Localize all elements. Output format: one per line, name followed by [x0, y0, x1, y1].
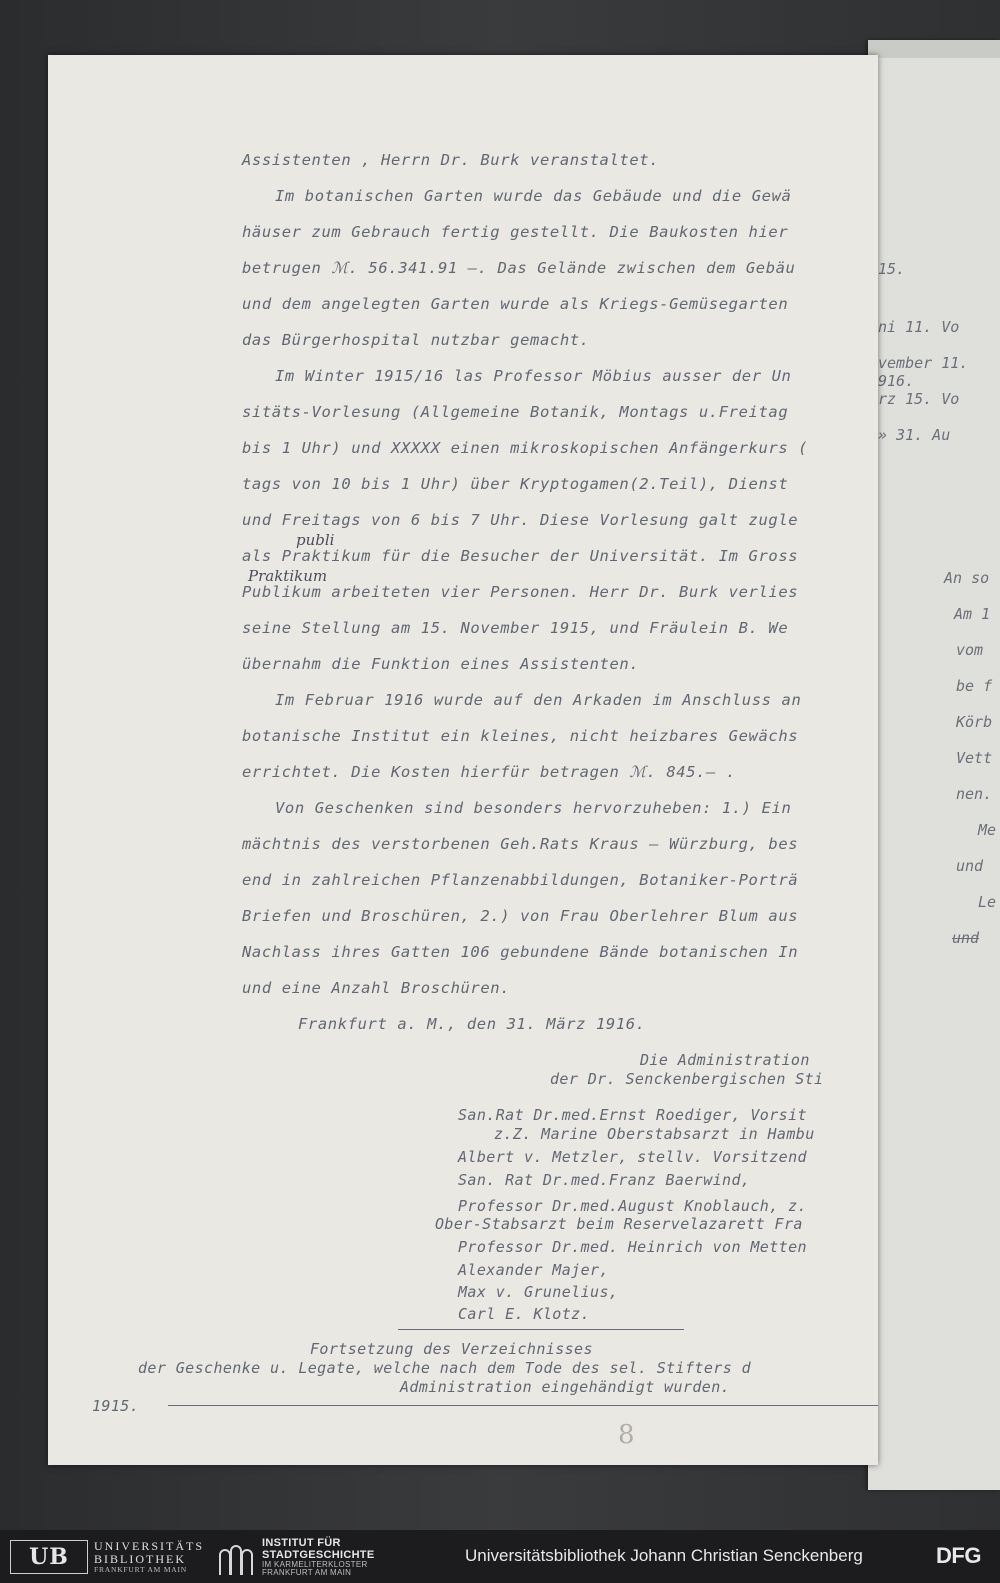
letter-line: mächtnis des verstorbenen Geh.Rats Kraus – Würzburg, bes [242, 835, 799, 853]
letter-line: Publikum arbeiteten vier Personen. Herr Dr. Burk verlies [242, 583, 799, 601]
isg-logo[interactable] [214, 1538, 374, 1578]
separator-rule [398, 1329, 684, 1330]
continuation-heading: Fortsetzung des Verzeichnisses [310, 1340, 593, 1358]
letter-line: end in zahlreichen Pflanzenabbildungen, Botaniker-Porträ [242, 871, 799, 889]
signature-line: Die Administration [640, 1051, 810, 1069]
letter-line: seine Stellung am 15. November 1915, und Fräulein B. We [242, 619, 789, 637]
letter-line: und eine Anzahl Broschüren. [242, 979, 511, 997]
ub-logo[interactable] [10, 1540, 204, 1574]
signature-line: Carl E. Klotz. [458, 1305, 591, 1323]
underlying-line: nen. [956, 785, 993, 803]
ub-logo-line: BIBLIOTHEK [94, 1552, 186, 1567]
isg-logo-line: INSTITUT FÜR [262, 1537, 341, 1549]
letter-line: Nachlass ihres Gatten 106 gebundene Bände botanischen In [242, 943, 799, 961]
underlying-line: 15. [878, 260, 906, 278]
footer-title[interactable]: Universitätsbibliothek Johann Christian Senckenberg [465, 1546, 863, 1565]
underlying-line: rz 15. Vo [878, 390, 960, 408]
underlying-line: Vett [956, 749, 993, 767]
underlying-line: vember 11. [878, 354, 969, 372]
letter-line: häuser zum Gebrauch fertig gestellt. Die Baukosten hier [242, 223, 789, 241]
date-line: Frankfurt a. M., den 31. März 1916. [298, 1015, 646, 1033]
signature-line: Max v. Grunelius, [458, 1283, 619, 1301]
underlying-line: Am 1 [954, 605, 991, 623]
letter-page [48, 55, 878, 1465]
underlying-line: ni 11. Vo [878, 318, 960, 336]
signature-line: Ober-Stabsarzt beim Reservelazarett Fra [435, 1215, 803, 1233]
letter-line: Assistenten , Herrn Dr. Burk veranstaltet. [242, 151, 660, 169]
letter-line: und Freitags von 6 bis 7 Uhr. Diese Vorlesung galt zugle [242, 511, 799, 529]
underlying-line: 916. [878, 372, 915, 390]
letter-line: tags von 10 bis 1 Uhr) über Kryptogamen(2.Teil), Dienst [242, 475, 789, 493]
continuation-heading: der Geschenke u. Legate, welche nach dem Tode des sel. Stifters d [138, 1359, 751, 1377]
letter-line: Briefen und Broschüren, 2.) von Frau Oberlehrer Blum aus [242, 907, 799, 925]
signature-line: San. Rat Dr.med.Franz Baerwind, [458, 1171, 751, 1189]
signature-line: der Dr. Senckenbergischen Sti [550, 1070, 824, 1088]
underlying-line: Le [978, 893, 997, 911]
signature-line: San.Rat Dr.med.Ernst Roediger, Vorsit [458, 1106, 807, 1124]
letter-line: und dem angelegten Garten wurde als Kriegs-Gemüsegarten [242, 295, 789, 313]
isg-logo-text [262, 1538, 374, 1578]
letter-line: Im Winter 1915/16 las Professor Möbius ausser der Un [275, 367, 792, 385]
letter-line: das Bürgerhospital nutzbar gemacht. [242, 331, 590, 349]
footer-bar [0, 1530, 1000, 1583]
isg-logo-line: FRANKFURT AM MAIN [262, 1568, 352, 1578]
letter-line: übernahm die Funktion eines Assistenten. [242, 655, 640, 673]
dfg-logo[interactable]: DFG [936, 1543, 981, 1568]
ub-logo-text [94, 1540, 204, 1573]
underlying-line: An so [944, 569, 990, 587]
signature-line: Professor Dr.med.August Knoblauch, z. [458, 1197, 807, 1215]
letter-line: errichtet. Die Kosten hierfür betragen ℳ. 845.– . [242, 763, 736, 781]
letter-line: Im Februar 1916 wurde auf den Arkaden im Anschluss an [275, 691, 802, 709]
handwritten-correction-praktikum: Praktikum [248, 567, 328, 585]
underlying-page [868, 40, 1000, 1490]
ub-logo-line: UNIVERSITÄTS [94, 1539, 204, 1554]
letter-line: Im botanischen Garten wurde das Gebäude und die Gewä [275, 187, 792, 205]
signature-line: Albert v. Metzler, stellv. Vorsitzend [458, 1148, 807, 1166]
underlying-line: vom [956, 641, 984, 659]
signature-line: Professor Dr.med. Heinrich von Metten [458, 1238, 807, 1256]
ub-logo-mark: UB [10, 1540, 88, 1574]
letter-line: bis 1 Uhr) und XXXXX einen mikroskopischen Anfängerkurs ( [242, 439, 809, 457]
isg-logo-line: STADTGESCHICHTE [262, 1548, 375, 1561]
underlying-line: Körb [956, 713, 993, 731]
isg-logo-line: IM KARMELITERKLOSTER [262, 1560, 368, 1570]
isg-arch-icon [214, 1540, 258, 1576]
year-rule [168, 1405, 878, 1406]
year-label: 1915. [92, 1397, 140, 1415]
handwritten-correction-publi: publi [296, 531, 335, 549]
underlying-line: und [952, 929, 980, 947]
underlying-line: und [956, 857, 984, 875]
continuation-heading: Administration eingehändigt wurden. [400, 1378, 731, 1396]
letter-line: sitäts-Vorlesung (Allgemeine Botanik, Montags u.Freitag [242, 403, 789, 421]
letter-line: botanische Institut ein kleines, nicht heizbares Gewächs [242, 727, 799, 745]
signature-line: Alexander Majer, [458, 1261, 609, 1279]
ub-logo-line: FRANKFURT AM MAIN [94, 1564, 188, 1574]
signature-line: z.Z. Marine Oberstabsarzt in Hambu [494, 1125, 815, 1143]
letter-line: als Praktikum für die Besucher der Universität. Im Gross [242, 547, 799, 565]
underlying-line: Me [978, 821, 997, 839]
underlying-page-band [868, 40, 1000, 58]
letter-line: Von Geschenken sind besonders hervorzuheben: 1.) Ein [275, 799, 792, 817]
underlying-line: be f [956, 677, 993, 695]
letter-line: betrugen ℳ. 56.341.91 –. Das Gelände zwischen dem Gebäu [242, 259, 796, 277]
pencil-page-number: 8 [618, 1420, 635, 1450]
underlying-line: » 31. Au [878, 426, 951, 444]
